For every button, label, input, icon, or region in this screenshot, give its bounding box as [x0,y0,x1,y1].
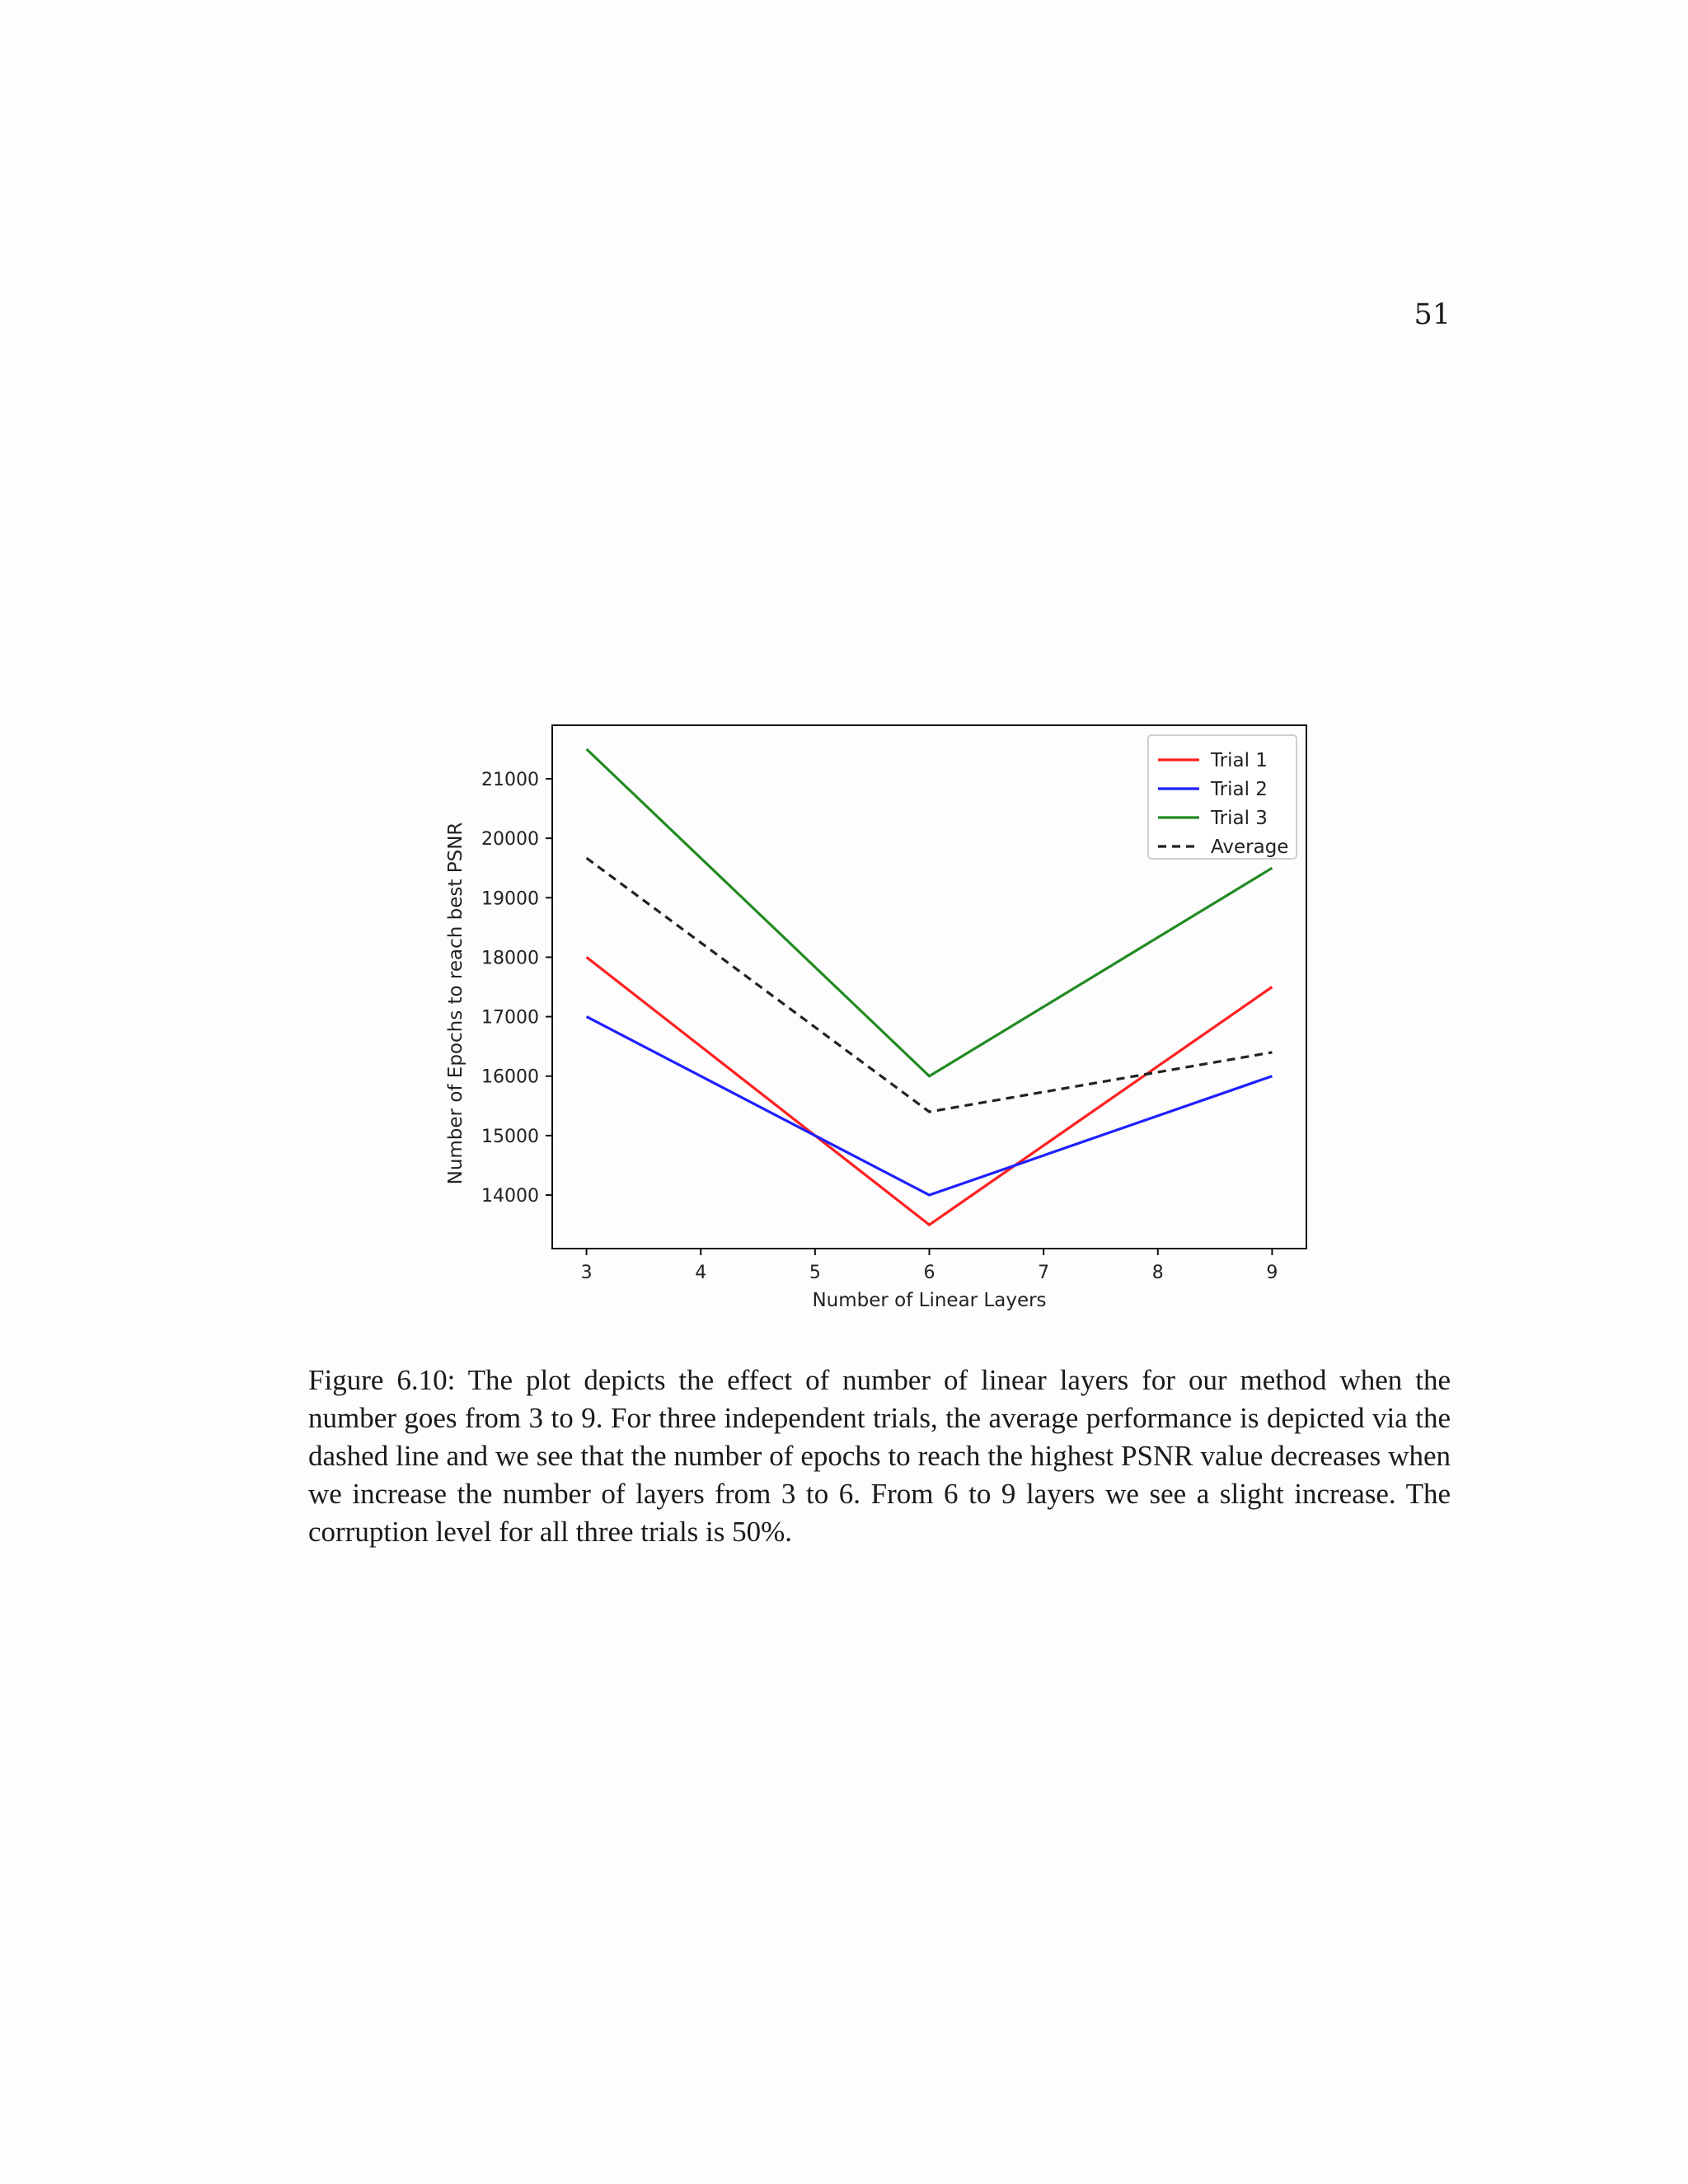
x-tick-label-8: 8 [1151,1263,1164,1283]
y-tick-label-19000: 19000 [481,888,539,910]
x-tick-label-7: 7 [1038,1263,1050,1283]
figure-caption [308,1361,1451,1551]
legend-label-trial-2: Trial 2 [1211,779,1268,800]
line-chart [412,709,1327,1319]
page-number: 51 [1414,298,1451,331]
series-line-trial-1 [587,957,1273,1225]
legend-label-trial-1: Trial 1 [1211,750,1268,771]
y-tick-label-15000: 15000 [481,1126,539,1147]
x-tick-label-5: 5 [809,1263,821,1283]
y-tick-label-18000: 18000 [481,948,539,969]
y-tick-label-14000: 14000 [481,1186,539,1207]
figure [412,709,1327,1319]
x-tick-label-4: 4 [695,1263,707,1283]
x-axis-label: Number of Linear Layers [812,1290,1047,1311]
x-tick-label-6: 6 [923,1263,935,1283]
series-line-trial-2 [587,1017,1273,1195]
y-tick-label-20000: 20000 [481,829,539,851]
y-tick-label-17000: 17000 [481,1007,539,1029]
caption-text: The plot depicts the effect of number of linear layers for our method when the number goes from 3 to 9. For three independent trials, the average performance is depicted via the dashed line and we see that the number of epochs to reach the highest PSNR value decreases when we increase the number of layers from 3 to 6. From 6 to 9 layers we see a slight increase. The corruption level for all three trials is 50%. [308,1364,1451,1548]
figure-label: Figure 6.10: [308,1364,456,1396]
legend-label-average: Average [1211,837,1289,858]
x-tick-label-3: 3 [580,1263,593,1283]
y-tick-label-16000: 16000 [481,1066,539,1088]
series-line-average [587,858,1273,1112]
legend-label-trial-3: Trial 3 [1211,808,1268,829]
x-tick-label-9: 9 [1266,1263,1278,1283]
y-tick-label-21000: 21000 [481,769,539,790]
y-axis-label: Number of Epochs to reach best PSNR [445,822,467,1185]
